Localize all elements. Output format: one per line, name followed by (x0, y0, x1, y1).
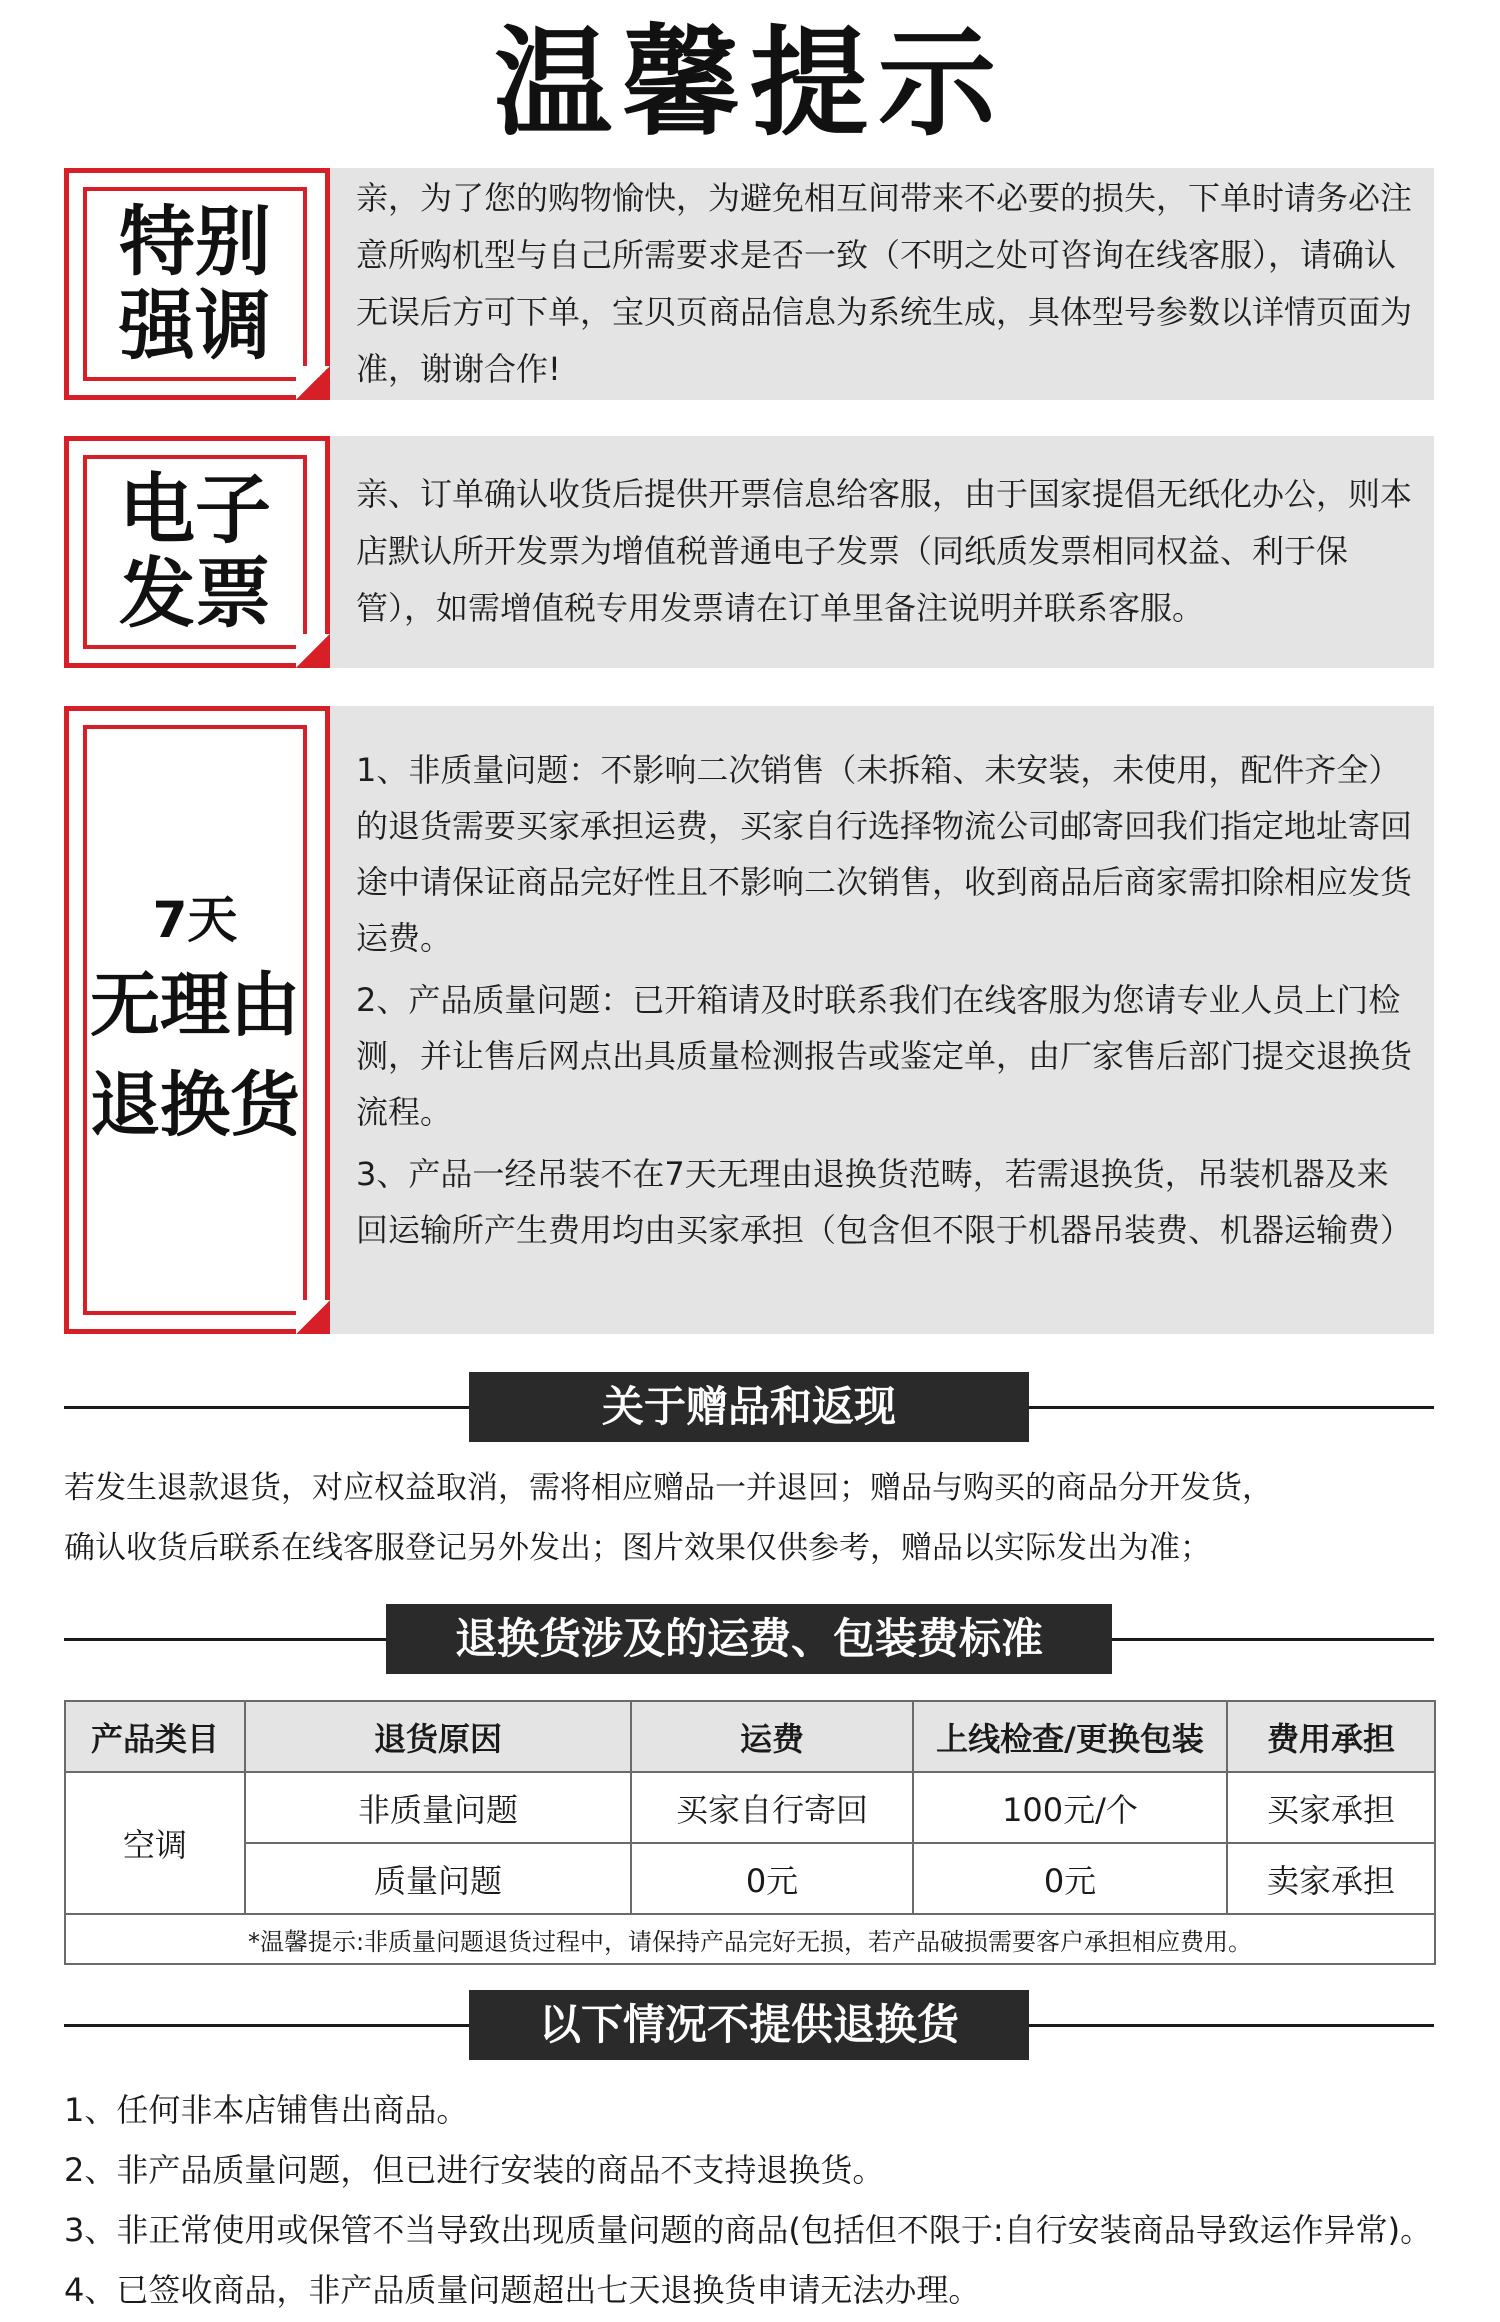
card-paragraph: 3、产品一经吊装不在7天无理由退换货范畴，若需退换货，吊装机器及来回运输所产生费用均由买家承担（包含但不限于机器吊装费、机器运输费） (356, 1155, 1413, 1249)
badge-line: 退换货 (90, 1064, 300, 1146)
badge-line: 特别 (119, 197, 271, 286)
section-title: 退换货涉及的运费、包装费标准 (386, 1604, 1112, 1674)
text-line: 确认收货后联系在线客服登记另外发出；图片效果仅供参考，赠品以实际发出为准； (64, 1530, 1211, 1566)
card-body (356, 466, 1420, 637)
gift-text (64, 1458, 1273, 1578)
table-cell: 100元/个 (913, 1772, 1227, 1843)
column-header: 费用承担 (1227, 1701, 1435, 1772)
table-cell: 0元 (631, 1843, 913, 1914)
table-cell: 买家承担 (1227, 1772, 1435, 1843)
table-row (65, 1843, 1435, 1914)
card-paragraph: 亲，为了您的购物愉快，为避免相互间带来不必要的损失，下单时请务必注意所购机型与自己所需要求是否一致（不明之处可咨询在线客服），请确认无误后方可下单，宝贝页商品信息为系统生成，具体型号参数以详情页面为准，谢谢合作! (356, 179, 1413, 388)
badge-line: 无理由 (90, 964, 300, 1046)
badge-line: 发票 (119, 549, 271, 638)
section-title: 以下情况不提供退换货 (469, 1990, 1029, 2060)
list-item: 2、非产品质量问题，但已进行安装的商品不支持退换货。 (64, 2151, 885, 2189)
table-note-row (65, 1914, 1435, 1964)
fee-table (64, 1700, 1436, 1965)
section-header-exclusions (64, 1990, 1434, 2060)
card-paragraph: 亲、订单确认收货后提供开票信息给客服，由于国家提倡无纸化办公，则本店默认所开发票为增值税普通电子发票（同纸质发票相同权益、利于保管），如需增值税专用发票请在订单里备注说明并联系客服。 (356, 475, 1413, 627)
card-paragraph: 2、产品质量问题：已开箱请及时联系我们在线客服为您请专业人员上门检测，并让售后网点出具质量检测报告或鉴定单，由厂家售后部门提交退换货流程。 (356, 981, 1413, 1131)
list-item: 3、非正常使用或保管不当导致出现质量问题的商品(包括但不限于:自行安装商品导致运作异常)。 (64, 2211, 1433, 2249)
column-header: 产品类目 (65, 1701, 245, 1772)
badge-line: 电子 (119, 465, 271, 554)
column-header: 退货原因 (245, 1701, 631, 1772)
notice-card-return (64, 706, 1434, 1334)
badge-special (64, 168, 330, 400)
category-cell: 空调 (65, 1772, 245, 1914)
corner-fold-icon (296, 1300, 330, 1334)
card-paragraph: 1、非质量问题：不影响二次销售（未拆箱、未安装，未使用，配件齐全）的退货需要买家承担运费，买家自行选择物流公司邮寄回我们指定地址寄回途中请保证商品完好性且不影响二次销售，收到商品后商家需扣除相应发货运费。 (356, 751, 1413, 957)
text-line: 若发生退款退货，对应权益取消，需将相应赠品一并退回；赠品与购买的商品分开发货， (64, 1470, 1273, 1506)
corner-fold-icon (296, 366, 330, 400)
section-title: 关于赠品和返现 (469, 1372, 1029, 1442)
list-item: 1、任何非本店铺售出商品。 (64, 2091, 469, 2129)
table-cell: 质量问题 (245, 1843, 631, 1914)
table-cell: 卖家承担 (1227, 1843, 1435, 1914)
table-header-row (65, 1701, 1435, 1772)
page-title: 温馨提示 (493, 14, 1006, 152)
badge-invoice (64, 436, 330, 668)
notice-card-invoice (64, 436, 1434, 668)
section-header-fee (64, 1604, 1434, 1674)
column-header: 运费 (631, 1701, 913, 1772)
column-header: 上线检查/更换包装 (913, 1701, 1227, 1772)
badge-days: 7天 (152, 891, 238, 949)
card-body (356, 742, 1420, 1258)
list-item: 4、已签收商品，非产品质量问题超出七天退换货申请无法办理。 (64, 2271, 981, 2309)
table-row (65, 1772, 1435, 1843)
table-note: *温馨提示:非质量问题退货过程中，请保持产品完好无损，若产品破损需要客户承担相应费用。 (65, 1914, 1435, 1964)
section-header-gift (64, 1372, 1434, 1442)
table-cell: 非质量问题 (245, 1772, 631, 1843)
notice-card-special (64, 168, 1434, 400)
badge-line: 强调 (119, 281, 271, 370)
exclusions-list (64, 2080, 1432, 2320)
table-cell: 买家自行寄回 (631, 1772, 913, 1843)
card-body (356, 170, 1420, 398)
table-cell: 0元 (913, 1843, 1227, 1914)
badge-return (64, 706, 330, 1334)
corner-fold-icon (296, 634, 330, 668)
